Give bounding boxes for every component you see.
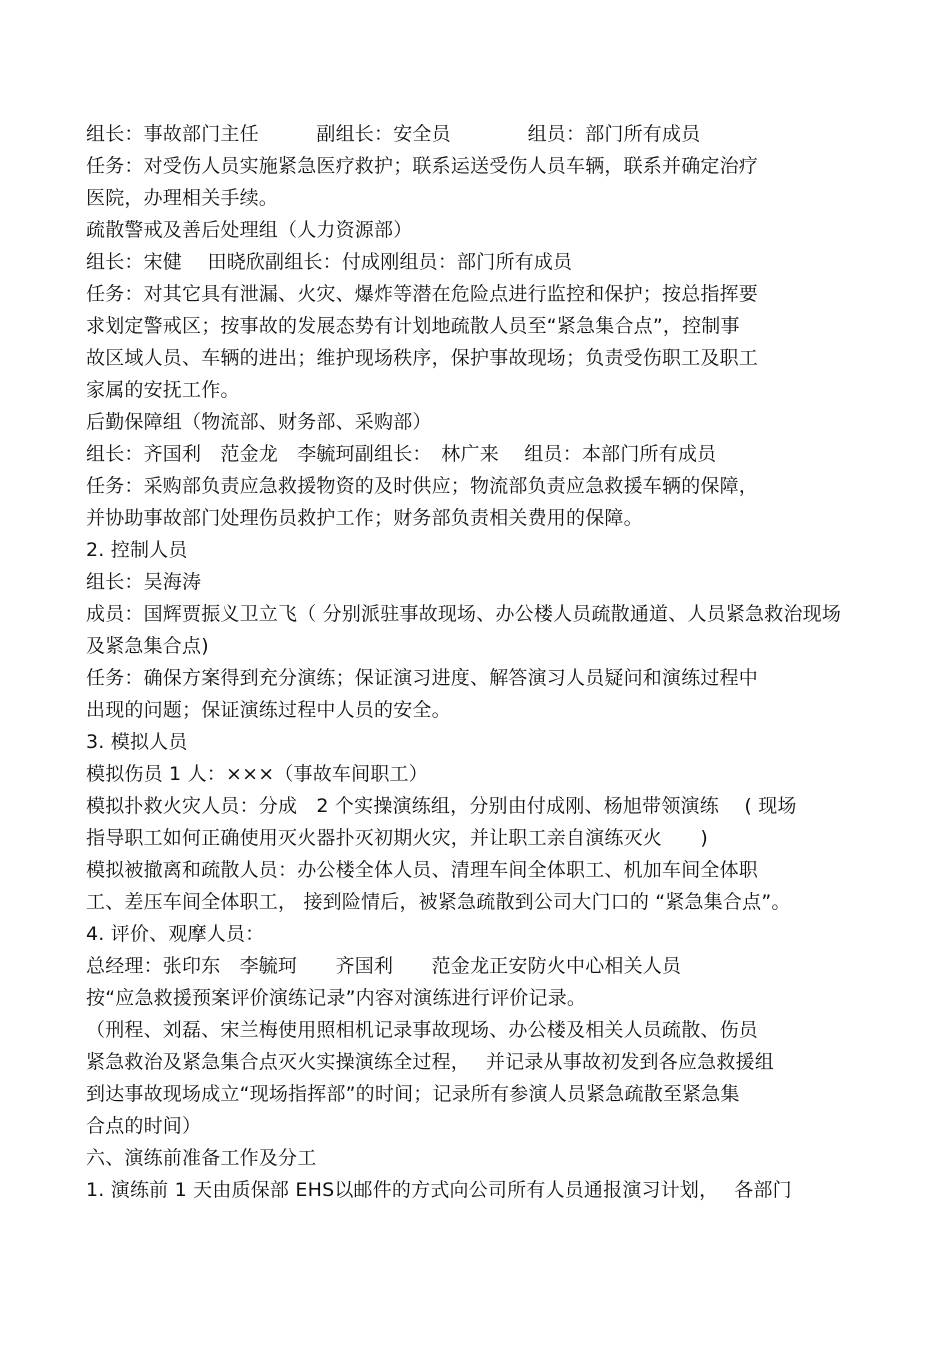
- text-line: 任务：对其它具有泄漏、火灾、爆炸等潜在危险点进行监控和保护；按总指挥要: [86, 283, 759, 305]
- section-heading: 六、演练前准备工作及分工: [86, 1147, 317, 1169]
- text-line: 模拟被撤离和疏散人员：办公楼全体人员、清理车间全体职工、机加车间全体职: [86, 859, 759, 881]
- text-line: （刑程、刘磊、宋兰梅使用照相机记录事故现场、办公楼及相关人员疏散、伤员: [86, 1019, 759, 1041]
- text-line: 按“应急救援预案评价演练记录”内容对演练进行评价记录。: [86, 987, 587, 1009]
- text-line: 工、差压车间全体职工， 接到险情后，被紧急疏散到公司大门口的 “紧急集合点”。: [86, 891, 791, 913]
- text-line: 求划定警戒区；按事故的发展态势有计划地疏散人员至“紧急集合点”，控制事: [86, 315, 740, 337]
- text-line: 故区域人员、车辆的进出；维护现场秩序，保护事故现场；负责受伤职工及职工: [86, 347, 759, 369]
- text-line: 模拟伤员 1 人：×××（事故车间职工）: [86, 763, 428, 785]
- text-line: 到达事故现场成立“现场指挥部”的时间；记录所有参演人员紧急疏散至紧急集: [86, 1083, 740, 1105]
- section-heading: 疏散警戒及善后处理组（人力资源部）: [86, 219, 413, 241]
- text-line: 医院，办理相关手续。: [86, 187, 279, 209]
- text-line: 家属的安抚工作。: [86, 379, 240, 401]
- text-line: 并协助事故部门处理伤员救护工作；财务部负责相关费用的保障。: [86, 507, 643, 529]
- text-line: 1. 演练前 1 天由质保部 EHS以邮件的方式向公司所有人员通报演习计划， 各部门: [86, 1179, 792, 1201]
- text-line: 任务：确保方案得到充分演练；保证演习进度、解答演习人员疑问和演练过程中: [86, 667, 759, 689]
- section-heading: 3. 模拟人员: [86, 731, 188, 753]
- text-line: 组长：齐国利 范金龙 李毓珂副组长： 林广来 组员：本部门所有成员: [86, 443, 717, 465]
- section-heading: 2. 控制人员: [86, 539, 188, 561]
- text-line: 总经理：张印东 李毓珂 齐国利 范金龙正安防火中心相关人员: [86, 955, 682, 977]
- text-line: 组长：宋健 田晓欣副组长：付成刚组员：部门所有成员: [86, 251, 573, 273]
- text-line: 紧急救治及紧急集合点灭火实操演练全过程， 并记录从事故初发到各应急救援组: [86, 1051, 774, 1073]
- text-line: 出现的问题；保证演练过程中人员的安全。: [86, 699, 451, 721]
- text-line: 组长：吴海涛: [86, 571, 202, 593]
- section-heading: 4. 评价、观摩人员：: [86, 923, 265, 945]
- text-line: 组长：事故部门主任 副组长：安全员 组员：部门所有成员: [86, 123, 701, 145]
- text-line: 模拟扑救火灾人员：分成 2 个实操演练组，分别由付成刚、杨旭带领演练 ( 现场: [86, 795, 797, 817]
- text-line: 任务：采购部负责应急救援物资的及时供应；物流部负责应急救援车辆的保障，: [86, 475, 759, 497]
- text-line: 成员：国辉贾振义卫立飞（ 分别派驻事故现场、办公楼人员疏散通道、人员紧急救治现场: [86, 603, 842, 625]
- text-line: 指导职工如何正确使用灭火器扑灭初期火灾，并让职工亲自演练灭火 ): [86, 827, 709, 849]
- text-line: 合点的时间）: [86, 1115, 202, 1137]
- text-line: 任务：对受伤人员实施紧急医疗救护；联系运送受伤人员车辆，联系并确定治疗: [86, 155, 759, 177]
- text-line: 及紧急集合点): [86, 635, 209, 657]
- section-heading: 后勤保障组（物流部、财务部、采购部）: [86, 411, 432, 433]
